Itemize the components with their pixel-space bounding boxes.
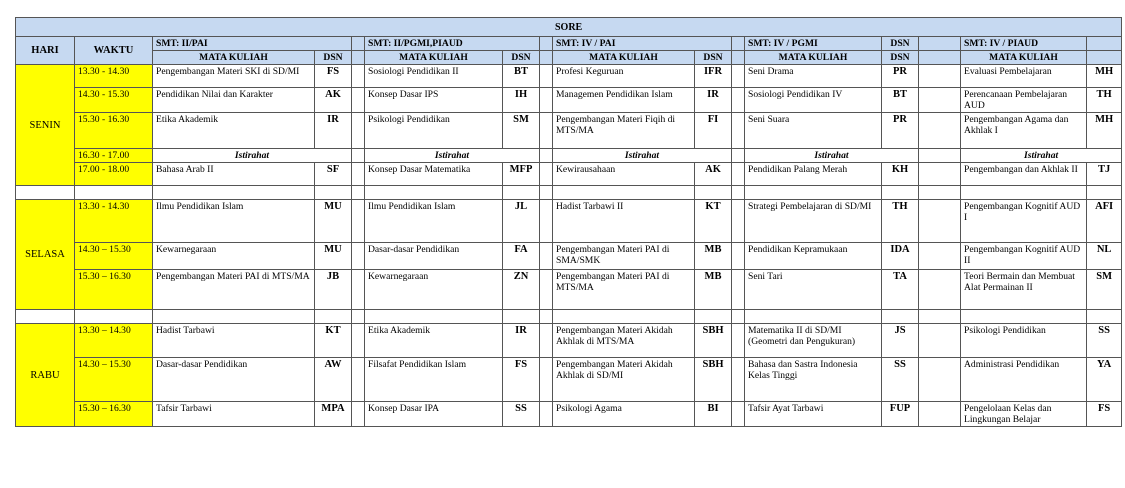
- lecturer-code: KH: [882, 163, 919, 186]
- course-name: Hadist Tarbawi: [153, 324, 315, 358]
- lecturer-code: IFR: [695, 65, 732, 88]
- time-slot: 16.30 - 17.00: [75, 149, 153, 163]
- spacer-cell: [540, 243, 553, 270]
- spacer-cell: [732, 402, 745, 427]
- course-name: Managemen Pendidikan Islam: [553, 88, 695, 113]
- hari-header: HARI: [16, 37, 75, 65]
- empty-cell: [1087, 310, 1122, 324]
- lecturer-code: AFI: [1087, 200, 1122, 243]
- time-slot: 13.30 - 14.30: [75, 200, 153, 243]
- course-name: Evaluasi Pembelajaran: [961, 65, 1087, 88]
- empty-cell: [365, 186, 503, 200]
- spacer-cell: [732, 113, 745, 149]
- title-row: [16, 18, 1122, 37]
- lecturer-code: SBH: [695, 324, 732, 358]
- lecturer-code: SS: [882, 358, 919, 402]
- schedule-row: [16, 270, 1122, 310]
- lecturer-code: SBH: [695, 358, 732, 402]
- schedule-row: [16, 243, 1122, 270]
- spacer-cell: [540, 88, 553, 113]
- lecturer-code: JS: [882, 324, 919, 358]
- smt-header: SMT: IV / PAI: [553, 37, 732, 51]
- course-name: Dasar-dasar Pendidikan: [365, 243, 503, 270]
- course-name: Pengembangan Materi PAI di SMA/SMK: [553, 243, 695, 270]
- lecturer-code: PR: [882, 113, 919, 149]
- smt-header: SMT: IV / PGMI: [745, 37, 882, 51]
- course-name: Pengembangan Kognitif AUD I: [961, 200, 1087, 243]
- empty-cell: [882, 186, 919, 200]
- spacer-cell: [352, 324, 365, 358]
- semester-header-row: [16, 37, 1122, 51]
- schedule-row: [16, 324, 1122, 358]
- lecturer-code: JB: [315, 270, 352, 310]
- lecturer-code: BT: [503, 65, 540, 88]
- lecturer-code: YA: [1087, 358, 1122, 402]
- spacer-cell: [732, 37, 745, 51]
- course-name: Sosiologi Pendidikan II: [365, 65, 503, 88]
- column-header-row: [16, 51, 1122, 65]
- spacer-cell: [352, 358, 365, 402]
- day-name: SENIN: [16, 65, 75, 186]
- schedule-row: [16, 113, 1122, 149]
- schedule-row: [16, 402, 1122, 427]
- empty-cell: [961, 186, 1087, 200]
- course-name: Kewarnegaraan: [153, 243, 315, 270]
- empty-cell: [1087, 186, 1122, 200]
- lecturer-code: TJ: [1087, 163, 1122, 186]
- day-name: SELASA: [16, 200, 75, 310]
- lecturer-code: FA: [503, 243, 540, 270]
- empty-cell: [75, 310, 153, 324]
- lecturer-code: JL: [503, 200, 540, 243]
- spacer-cell: [732, 200, 745, 243]
- spacer-cell: [919, 88, 961, 113]
- spacer-cell: [1087, 51, 1122, 65]
- spacer-cell: [352, 37, 365, 51]
- spacer-cell: [540, 163, 553, 186]
- spacer-cell: [732, 163, 745, 186]
- lecturer-code: SM: [1087, 270, 1122, 310]
- empty-cell: [695, 310, 732, 324]
- spacer-cell: [352, 270, 365, 310]
- course-name: Administrasi Pendidikan: [961, 358, 1087, 402]
- course-name: Teori Bermain dan Membuat Alat Permainan II: [961, 270, 1087, 310]
- lecturer-code: KT: [315, 324, 352, 358]
- lecturer-code: MB: [695, 243, 732, 270]
- course-name: Pendidikan Palang Merah: [745, 163, 882, 186]
- dsn-header: DSN: [315, 51, 352, 65]
- course-name: Seni Suara: [745, 113, 882, 149]
- lecturer-code: SM: [503, 113, 540, 149]
- lecturer-code: FS: [315, 65, 352, 88]
- empty-cell: [153, 310, 315, 324]
- time-slot: 13.30 – 14.30: [75, 324, 153, 358]
- spacer-cell: [540, 37, 553, 51]
- lecturer-code: FI: [695, 113, 732, 149]
- course-name: Pengembangan Materi Fiqih di MTS/MA: [553, 113, 695, 149]
- course-name: Tafsir Tarbawi: [153, 402, 315, 427]
- time-slot: 15.30 - 16.30: [75, 113, 153, 149]
- course-name: Pengelolaan Kelas dan Lingkungan Belajar: [961, 402, 1087, 427]
- lecturer-code: BT: [882, 88, 919, 113]
- day-name: RABU: [16, 324, 75, 427]
- waktu-header: WAKTU: [75, 37, 153, 65]
- spacer-cell: [732, 270, 745, 310]
- spacer-cell: [352, 51, 365, 65]
- course-name: Pendidikan Nilai dan Karakter: [153, 88, 315, 113]
- course-name: Kewarnegaraan: [365, 270, 503, 310]
- lecturer-code: TH: [1087, 88, 1122, 113]
- schedule-row: [16, 358, 1122, 402]
- course-name: Psikologi Agama: [553, 402, 695, 427]
- empty-cell: [153, 186, 315, 200]
- lecturer-code: SF: [315, 163, 352, 186]
- spacer-cell: [352, 243, 365, 270]
- course-name: Konsep Dasar IPS: [365, 88, 503, 113]
- course-name: Etika Akademik: [365, 324, 503, 358]
- break-label: Istirahat: [745, 149, 919, 163]
- dsn-header: DSN: [882, 37, 919, 51]
- lecturer-code: MU: [315, 200, 352, 243]
- lecturer-code: MPA: [315, 402, 352, 427]
- lecturer-code: AK: [695, 163, 732, 186]
- spacer-cell: [540, 324, 553, 358]
- lecturer-code: IR: [503, 324, 540, 358]
- course-name: Pendidikan Kepramukaan: [745, 243, 882, 270]
- course-name: Seni Tari: [745, 270, 882, 310]
- empty-cell: [732, 310, 745, 324]
- lecturer-code: AW: [315, 358, 352, 402]
- empty-cell: [919, 186, 961, 200]
- empty-cell: [695, 186, 732, 200]
- lecturer-code: FUP: [882, 402, 919, 427]
- dsn-header: DSN: [503, 51, 540, 65]
- spacer-cell: [352, 88, 365, 113]
- course-name: Sosiologi Pendidikan IV: [745, 88, 882, 113]
- spacer-cell: [540, 270, 553, 310]
- break-row: [16, 149, 1122, 163]
- separator-row: [16, 186, 1122, 200]
- empty-cell: [745, 186, 882, 200]
- spacer-cell: [540, 65, 553, 88]
- dsn-header: DSN: [882, 51, 919, 65]
- spacer-cell: [732, 88, 745, 113]
- course-name: Profesi Keguruan: [553, 65, 695, 88]
- schedule-row: [16, 200, 1122, 243]
- spacer-cell: [919, 149, 961, 163]
- empty-cell: [919, 310, 961, 324]
- smt-header: SMT: IV / PIAUD: [961, 37, 1087, 51]
- spacer-cell: [352, 113, 365, 149]
- course-name: Tafsir Ayat Tarbawi: [745, 402, 882, 427]
- spacer-cell: [732, 324, 745, 358]
- lecturer-code: IR: [695, 88, 732, 113]
- spacer-cell: [352, 65, 365, 88]
- lecturer-code: PR: [882, 65, 919, 88]
- spacer-cell: [540, 113, 553, 149]
- schedule-row: [16, 163, 1122, 186]
- spacer-cell: [352, 200, 365, 243]
- course-name: Perencanaan Pembelajaran AUD: [961, 88, 1087, 113]
- course-name: Pengembangan Materi SKI di SD/MI: [153, 65, 315, 88]
- empty-cell: [961, 310, 1087, 324]
- empty-cell: [540, 310, 553, 324]
- lecturer-code: SS: [503, 402, 540, 427]
- spacer-cell: [919, 65, 961, 88]
- lecturer-code: IH: [503, 88, 540, 113]
- mata-kuliah-header: MATA KULIAH: [153, 51, 315, 65]
- empty-cell: [75, 186, 153, 200]
- empty-cell: [553, 310, 695, 324]
- mata-kuliah-header: MATA KULIAH: [745, 51, 882, 65]
- lecturer-code: KT: [695, 200, 732, 243]
- time-slot: 15.30 – 16.30: [75, 402, 153, 427]
- break-label: Istirahat: [153, 149, 352, 163]
- lecturer-code: MH: [1087, 113, 1122, 149]
- schedule-row: [16, 88, 1122, 113]
- empty-cell: [503, 310, 540, 324]
- lecturer-code: AK: [315, 88, 352, 113]
- spacer-cell: [732, 65, 745, 88]
- course-name: Konsep Dasar Matematika: [365, 163, 503, 186]
- course-name: Etika Akademik: [153, 113, 315, 149]
- lecturer-code: MU: [315, 243, 352, 270]
- empty-cell: [732, 186, 745, 200]
- course-name: Pengembangan Materi Akidah Akhlak di MTS/MA: [553, 324, 695, 358]
- course-name: Filsafat Pendidikan Islam: [365, 358, 503, 402]
- empty-cell: [365, 310, 503, 324]
- course-name: Konsep Dasar IPA: [365, 402, 503, 427]
- lecturer-code: NL: [1087, 243, 1122, 270]
- empty-cell: [503, 186, 540, 200]
- empty-cell: [553, 186, 695, 200]
- spacer-cell: [919, 163, 961, 186]
- course-name: Bahasa Arab II: [153, 163, 315, 186]
- mata-kuliah-header: MATA KULIAH: [365, 51, 503, 65]
- time-slot: 13.30 - 14.30: [75, 65, 153, 88]
- break-label: Istirahat: [365, 149, 540, 163]
- lecturer-code: TA: [882, 270, 919, 310]
- time-slot: 14.30 – 15.30: [75, 243, 153, 270]
- schedule-row: [16, 65, 1122, 88]
- mata-kuliah-header: MATA KULIAH: [961, 51, 1087, 65]
- course-name: Dasar-dasar Pendidikan: [153, 358, 315, 402]
- empty-cell: [745, 310, 882, 324]
- spacer-cell: [919, 200, 961, 243]
- smt-header: SMT: II/PAI: [153, 37, 352, 51]
- time-slot: 14.30 – 15.30: [75, 358, 153, 402]
- spacer-cell: [919, 402, 961, 427]
- course-name: Matematika II di SD/MI (Geometri dan Pengukuran): [745, 324, 882, 358]
- smt-header: SMT: II/PGMI,PIAUD: [365, 37, 540, 51]
- course-name: Pengembangan Materi PAI di MTS/MA: [553, 270, 695, 310]
- spacer-cell: [540, 402, 553, 427]
- empty-cell: [540, 186, 553, 200]
- break-label: Istirahat: [961, 149, 1122, 163]
- empty-cell: [16, 186, 75, 200]
- lecturer-code: TH: [882, 200, 919, 243]
- spacer-cell: [352, 149, 365, 163]
- lecturer-code: SS: [1087, 324, 1122, 358]
- empty-cell: [882, 310, 919, 324]
- lecturer-code: IDA: [882, 243, 919, 270]
- empty-cell: [352, 310, 365, 324]
- schedule-title: SORE: [16, 18, 1122, 37]
- spacer-cell: [919, 37, 961, 51]
- spacer-cell: [732, 149, 745, 163]
- break-label: Istirahat: [553, 149, 732, 163]
- mata-kuliah-header: MATA KULIAH: [553, 51, 695, 65]
- course-name: Kewirausahaan: [553, 163, 695, 186]
- spacer-cell: [919, 113, 961, 149]
- course-name: Bahasa dan Sastra Indonesia Kelas Tinggi: [745, 358, 882, 402]
- spacer-cell: [352, 163, 365, 186]
- course-name: Hadist Tarbawi II: [553, 200, 695, 243]
- course-name: Psikologi Pendidikan: [961, 324, 1087, 358]
- spacer-cell: [540, 51, 553, 65]
- spacer-cell: [919, 270, 961, 310]
- lecturer-code: FS: [1087, 402, 1122, 427]
- lecturer-code: MB: [695, 270, 732, 310]
- spacer-cell: [540, 358, 553, 402]
- lecturer-code: FS: [503, 358, 540, 402]
- spacer-cell: [732, 243, 745, 270]
- spacer-cell: [919, 243, 961, 270]
- course-name: Pengembangan Materi Akidah Akhlak di SD/MI: [553, 358, 695, 402]
- spacer-cell: [919, 51, 961, 65]
- empty-cell: [16, 310, 75, 324]
- empty-cell: [315, 186, 352, 200]
- course-name: Ilmu Pendidikan Islam: [365, 200, 503, 243]
- lecturer-code: MFP: [503, 163, 540, 186]
- lecturer-code: ZN: [503, 270, 540, 310]
- lecturer-code: IR: [315, 113, 352, 149]
- empty-cell: [352, 186, 365, 200]
- spacer-cell: [1087, 37, 1122, 51]
- lecturer-code: BI: [695, 402, 732, 427]
- lecturer-code: MH: [1087, 65, 1122, 88]
- course-name: Pengembangan Materi PAI di MTS/MA: [153, 270, 315, 310]
- spacer-cell: [540, 149, 553, 163]
- separator-row: [16, 310, 1122, 324]
- spacer-cell: [919, 324, 961, 358]
- course-name: Strategi Pembelajaran di SD/MI: [745, 200, 882, 243]
- course-name: Psikologi Pendidikan: [365, 113, 503, 149]
- course-name: Pengembangan Kognitif AUD II: [961, 243, 1087, 270]
- time-slot: 14.30 - 15.30: [75, 88, 153, 113]
- spacer-cell: [540, 200, 553, 243]
- empty-cell: [315, 310, 352, 324]
- dsn-header: DSN: [695, 51, 732, 65]
- time-slot: 15.30 – 16.30: [75, 270, 153, 310]
- spacer-cell: [732, 358, 745, 402]
- course-name: Seni Drama: [745, 65, 882, 88]
- spacer-cell: [352, 402, 365, 427]
- spacer-cell: [919, 358, 961, 402]
- spacer-cell: [732, 51, 745, 65]
- schedule-table: [15, 17, 1122, 427]
- course-name: Pengembangan Agama dan Akhlak I: [961, 113, 1087, 149]
- schedule-document: [15, 17, 1114, 427]
- course-name: Pengembangan dan Akhlak II: [961, 163, 1087, 186]
- course-name: Ilmu Pendidikan Islam: [153, 200, 315, 243]
- time-slot: 17.00 - 18.00: [75, 163, 153, 186]
